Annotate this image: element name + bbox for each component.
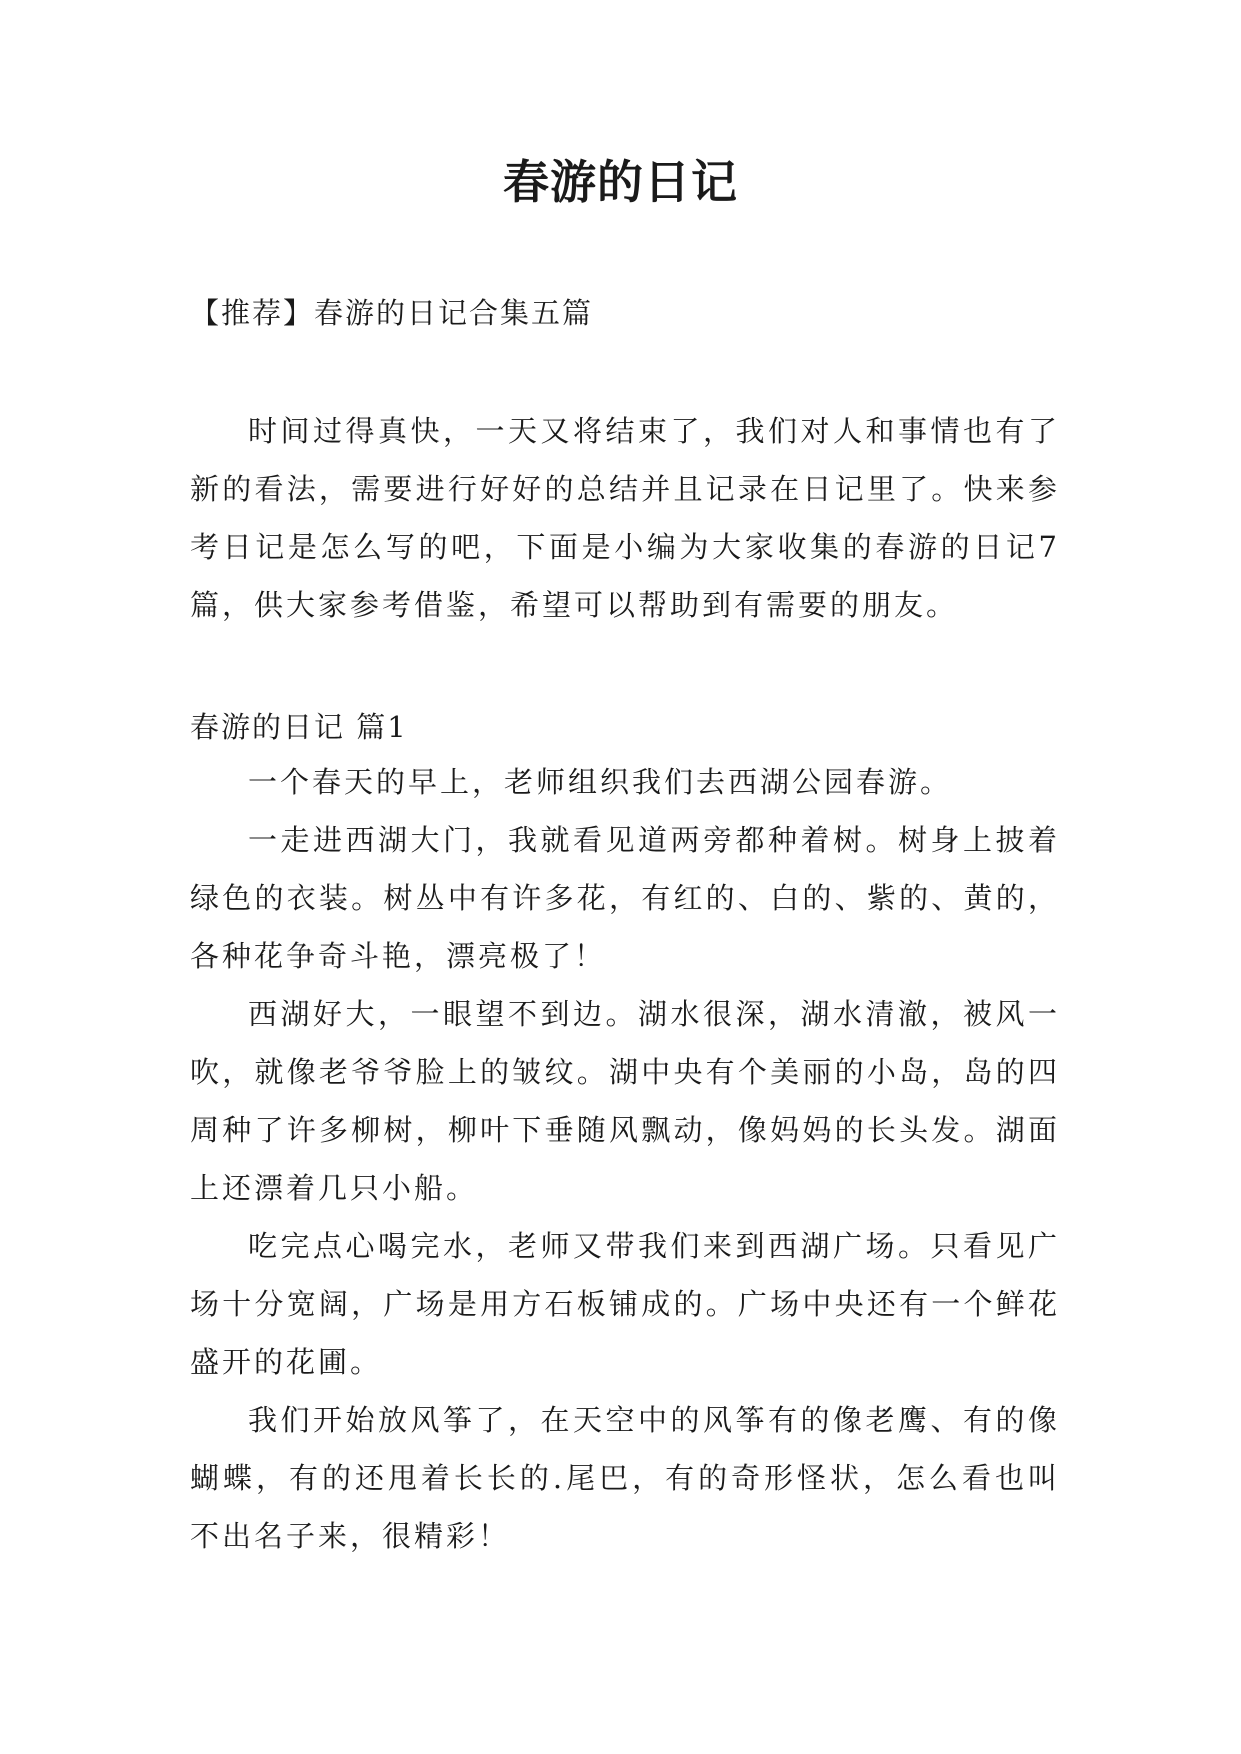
body-paragraph: 一走进西湖大门，我就看见道两旁都种着树。树身上披着绿色的衣装。树丛中有许多花，有红的、白的、紫的、黄的，各种花争奇斗艳，漂亮极了！	[190, 823, 1060, 973]
document-title: 春游的日记	[503, 155, 738, 209]
intro-paragraph: 时间过得真快，一天又将结束了，我们对人和事情也有了新的看法，需要进行好好的总结并且记录在日记里了。快来参考日记是怎么写的吧，下面是小编为大家收集的春游的日记7篇，供大家参考借鉴，希望可以帮助到有需要的朋友。	[190, 414, 1060, 622]
section-heading: 春游的日记 篇1	[190, 710, 408, 744]
document-subtitle: 【推荐】春游的日记合集五篇	[190, 296, 594, 330]
body-paragraph: 吃完点心喝完水，老师又带我们来到西湖广场。只看见广场十分宽阔，广场是用方石板铺成的。广场中央还有一个鲜花盛开的花圃。	[190, 1229, 1060, 1379]
body-paragraph: 一个春天的早上，老师组织我们去西湖公园春游。	[248, 765, 953, 799]
body-paragraph: 我们开始放风筝了，在天空中的风筝有的像老鹰、有的像蝴蝶，有的还甩着长长的.尾巴，有的奇形怪状，怎么看也叫不出名子来，很精彩！	[190, 1403, 1060, 1553]
body-paragraph: 西湖好大，一眼望不到边。湖水很深，湖水清澈，被风一吹，就像老爷爷脸上的皱纹。湖中央有个美丽的小岛，岛的四周种了许多柳树，柳叶下垂随风飘动，像妈妈的长头发。湖面上还漂着几只小船。	[190, 997, 1060, 1205]
